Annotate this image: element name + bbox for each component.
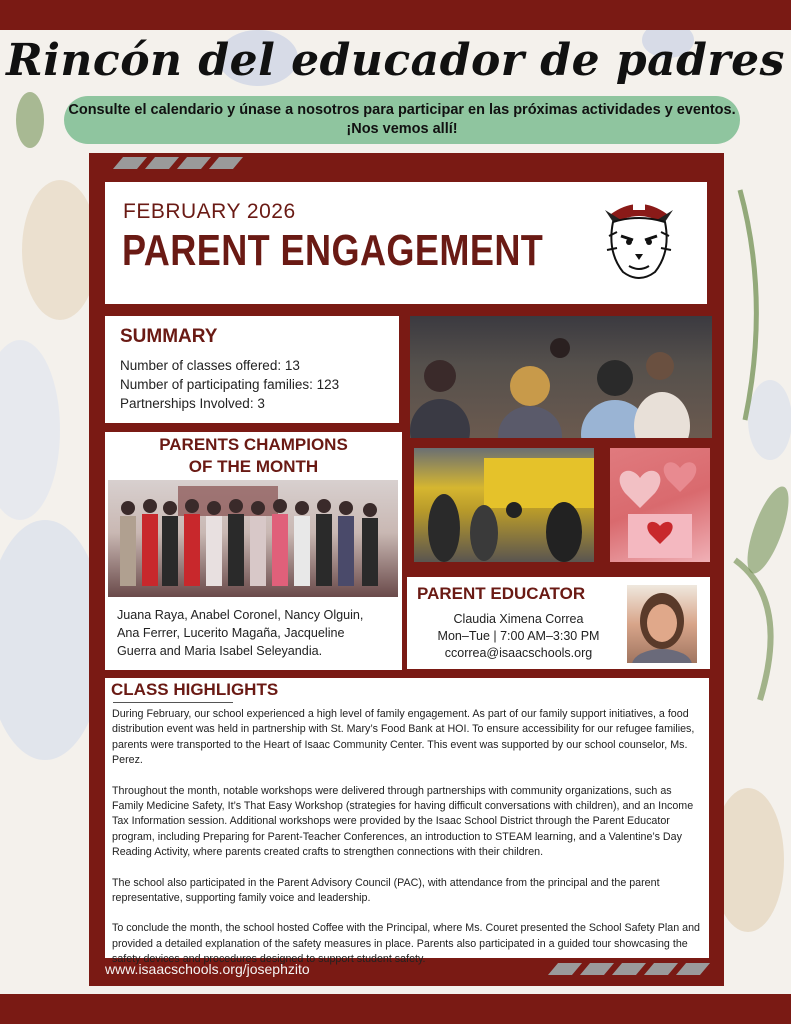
highlights-body [112, 707, 706, 983]
educator-email[interactable]: ccorrea@isaacschools.org [444, 646, 593, 660]
summary-card [105, 316, 399, 423]
footer-website-link[interactable]: www.isaacschools.org/josephzito [105, 961, 310, 977]
highlights-paragraph-3: The school also participated in the Parent Advisory Council (PAC), with attendance from the principal and the parent representative, supporting family voice and leadership. [112, 876, 660, 905]
workshop-photo [410, 316, 712, 438]
banner-line-2: ¡Nos vemos allí! [346, 121, 458, 137]
parent-educator-card [407, 577, 710, 669]
top-maroon-bar [0, 0, 791, 30]
valentine-crafts-photo [610, 448, 710, 562]
newsletter-month: FEBRUARY 2026 [123, 200, 296, 223]
champions-names-line-2: Ana Ferrer, Lucerito Magaña, Jacqueline [117, 626, 345, 640]
classes-offered: Number of classes offered: 13 [120, 358, 300, 373]
top-stripes-decoration [118, 157, 238, 169]
highlights-divider [113, 702, 233, 703]
educator-details [415, 611, 622, 662]
wildcat-mascot-icon [599, 192, 679, 284]
champions-title-line-1: PARENTS CHAMPIONS [159, 435, 348, 454]
bottom-maroon-bar [0, 994, 791, 1024]
highlights-title: CLASS HIGHLIGHTS [111, 680, 279, 699]
parent-champions-card [105, 432, 402, 670]
champions-names-line-3: Guerra and Maria Isabel Seleyandia. [117, 644, 323, 658]
highlights-paragraph-4: To conclude the month, the school hosted Coffee with the Principal, where Ms. Couret presented the School Safety Plan and provided a detailed explanation of the safety measures in place. Parents also participated in a guided tour showcasing the safety devices and procedures designed to support student safety. [112, 922, 700, 966]
page-headline: Rincón del educador de padres [6, 35, 785, 86]
champions-title-line-2: OF THE MONTH [188, 457, 319, 476]
champions-names [117, 606, 397, 660]
banner-line-1: Consulte el calendario y únase a nosotros para participar en las próximas actividades y eventos. [68, 102, 736, 118]
newsletter-header [105, 182, 707, 304]
highlights-paragraph-1: During February, our school experienced a high level of family engagement. As part of our family support initiatives, a food distribution event was held in partnership with St. Mary’s Food Bank at HOI. To ensure accessibility for our refugee families, parents were transported to the Heart of Isaac Community Center. This event was supported by our school counselor, Ms. Perez. [112, 708, 695, 767]
educator-name: Claudia Ximena Correa [453, 612, 584, 626]
summary-title: SUMMARY [120, 326, 218, 347]
portrait-silhouette [627, 585, 697, 663]
newsletter-title: PARENT ENGAGEMENT [122, 226, 544, 275]
school-bus-photo [414, 448, 594, 562]
highlights-paragraph-2: Throughout the month, notable workshops were delivered through partnerships with community organizations, such as Family Medicine Safety, It’s That Easy Workshop (strategies for having difficult conversations with children), and an Income Tax Information session. Additional workshops were provided by the Isaac School District through the Parent Educator program, including Preparing for Parent-Teacher Conferences, an introduction to STEAM learning, and a Valentine’s Day Reading Activity, where parents created crafts to strengthen connections with their children. [112, 784, 694, 859]
class-highlights-card [105, 678, 709, 966]
champions-title [105, 434, 402, 478]
partnerships-involved: Partnerships Involved: 3 [120, 396, 265, 411]
summary-stats [120, 356, 339, 413]
champions-names-line-1: Juana Raya, Anabel Coronel, Nancy Olguin, [117, 608, 364, 622]
educator-portrait [627, 585, 697, 663]
people-silhouettes [410, 316, 712, 438]
educator-title: PARENT EDUCATOR [417, 584, 586, 603]
heart-crafts [610, 448, 710, 562]
participating-families: Number of participating families: 123 [120, 377, 340, 392]
bus-scene [414, 448, 594, 562]
educator-hours: Mon–Tue | 7:00 AM–3:30 PM [437, 629, 600, 643]
champions-group-photo [108, 480, 398, 597]
invitation-banner [64, 96, 740, 144]
group-silhouettes [108, 480, 398, 597]
